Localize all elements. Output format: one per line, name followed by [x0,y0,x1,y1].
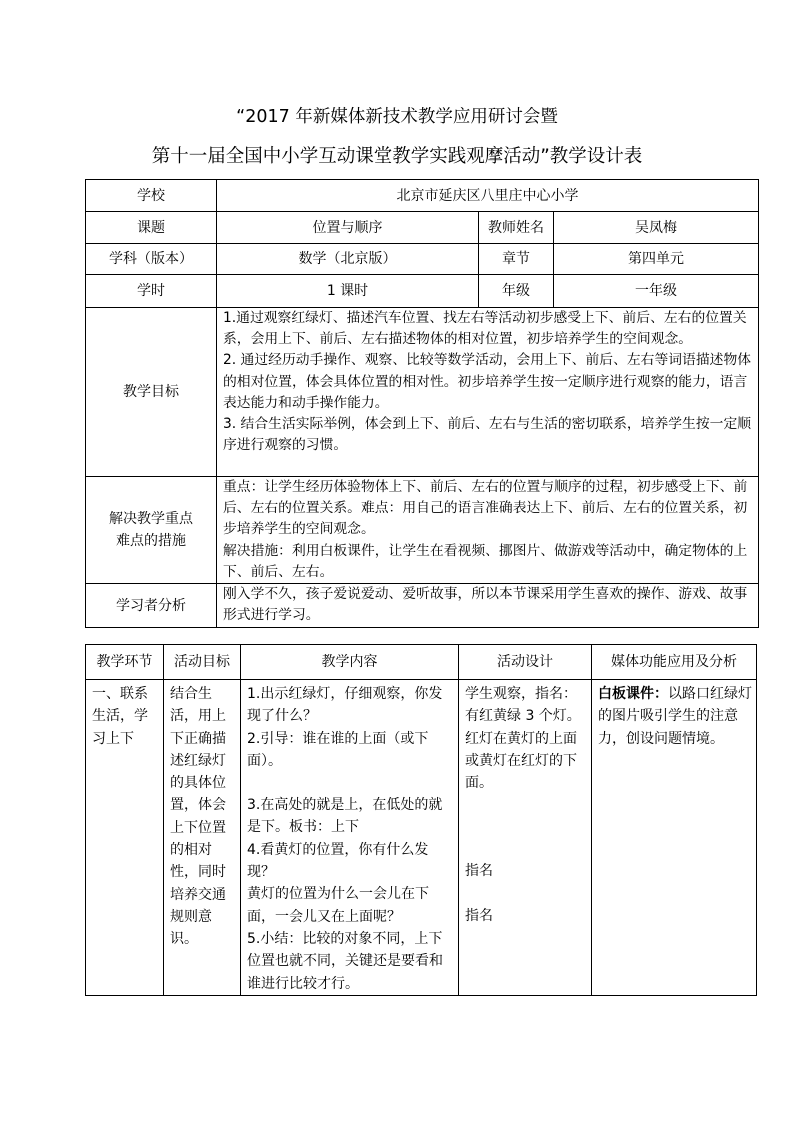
info-table [85,179,759,628]
keypoints-label-line-1: 解决教学重点 [109,511,193,527]
design-call-on-1: 指名 [465,863,493,880]
media-text: 以路口红绿灯的图片吸引学生的注意力，创设问题情境。 [598,686,752,747]
keypoints-label-line-2: 难点的措施 [116,533,186,549]
design-cell [459,680,592,996]
objective-text: 结合生活，用上下正确描述红绿灯的具体位置，体会上下位置的相对性，同时培养交通规则意识。 [170,686,226,948]
header-stage: 教学环节 [86,645,164,680]
content-question: 黄灯的位置为什么一会儿在下面，一会儿又在上面呢？ [247,886,429,925]
goal-item: 1.通过观察红绿灯、描述汽车位置、找左右等活动初步感受上下、前后、左右的位置关系，会用上下、前后、左右描述物体的相对位置，初步培养学生的空间观念。 [223,310,747,348]
topic-value: 位置与顺序 [217,212,479,244]
hours-value: 1 课时 [217,275,479,308]
media-bold-label: 白板课件： [598,686,668,702]
content-cell [241,680,459,996]
subject-value: 数学（北京版） [217,244,479,275]
learner-text: 刚入学不久，孩子爱说爱动、爱听故事，所以本节课采用学生喜欢的操作、游戏、故事形式进行学习。 [217,584,759,628]
measures-text: 解决措施：利用白板课件，让学生在看视频、挪图片、做游戏等活动中，确定物体的上下、前后、左右。 [223,542,748,580]
goals-cell [217,308,759,477]
stage-text: 一、联系生活，学习上下 [92,686,148,747]
content-step-1: 1.出示红绿灯，仔细观察，你发现了什么？ [247,686,443,725]
hours-label: 学时 [86,275,217,308]
teacher-label: 教师姓名 [479,212,554,244]
stage-cell [86,680,164,996]
keypoints-label [86,477,217,584]
teacher-value: 吴凤梅 [554,212,759,244]
design-answer: 红灯在黄灯的上面或黄灯在红灯的下面。 [465,730,577,792]
design-call-on-2: 指名 [465,907,493,924]
grade-value: 一年级 [554,275,759,308]
chapter-label: 章节 [479,244,554,275]
objective-cell [164,680,241,996]
school-value: 北京市延庆区八里庄中心小学 [217,180,759,212]
header-objective: 活动目标 [164,645,241,680]
header-content: 教学内容 [241,645,459,680]
learner-label: 学习者分析 [86,584,217,628]
header-media: 媒体功能应用及分析 [592,645,757,680]
keypoints-cell [217,477,759,584]
school-label: 学校 [86,180,217,212]
process-table [85,644,757,996]
title-line-2: 第十一届全国中小学互动课堂教学实践观摩活动”教学设计表 [151,146,643,167]
topic-label: 课题 [86,212,217,244]
content-step-2: 2.引导：谁在谁的上面（或下面）。 [247,730,429,769]
header-design: 活动设计 [459,645,592,680]
goal-item: 3. 结合生活实际举例，体会到上下、前后、左右与生活的密切联系，培养学生按一定顺序进行观察的习惯。 [223,416,752,454]
grade-label: 年级 [479,275,554,308]
design-observe: 学生观察，指名：有红黄绿 3 个灯。 [465,686,581,725]
content-step-4: 4.看黄灯的位置，你有什么发现？ [247,841,429,881]
media-cell [592,680,757,996]
goals-label: 教学目标 [86,308,217,477]
content-step-3: 3.在高处的就是上，在低处的就是下。板书：上下 [247,797,443,836]
keypoints-text: 重点：让学生经历体验物体上下、前后、左右的位置与顺序的过程，初步感受上下、前后、左右的位置关系。难点：用自己的语言准确表达上下、前后、左右的位置关系，初步培养学生的空间观念。 [223,479,748,538]
title-line-1: “2017 年新媒体新技术教学应用研讨会暨 [236,107,558,127]
content-step-5: 5.小结：比较的对象不同，上下位置也就不同，关键还是要看和谁进行比较才行。 [247,930,443,992]
goal-item: 2. 通过经历动手操作、观察、比较等数学活动，会用上下、前后、左右等词语描述物体的相对位置，体会具体位置的相对性。初步培养学生按一定顺序进行观察的能力，语言表达能力和动手操作能力。 [223,352,752,411]
subject-label: 学科（版本） [86,244,217,275]
chapter-value: 第四单元 [554,244,759,275]
